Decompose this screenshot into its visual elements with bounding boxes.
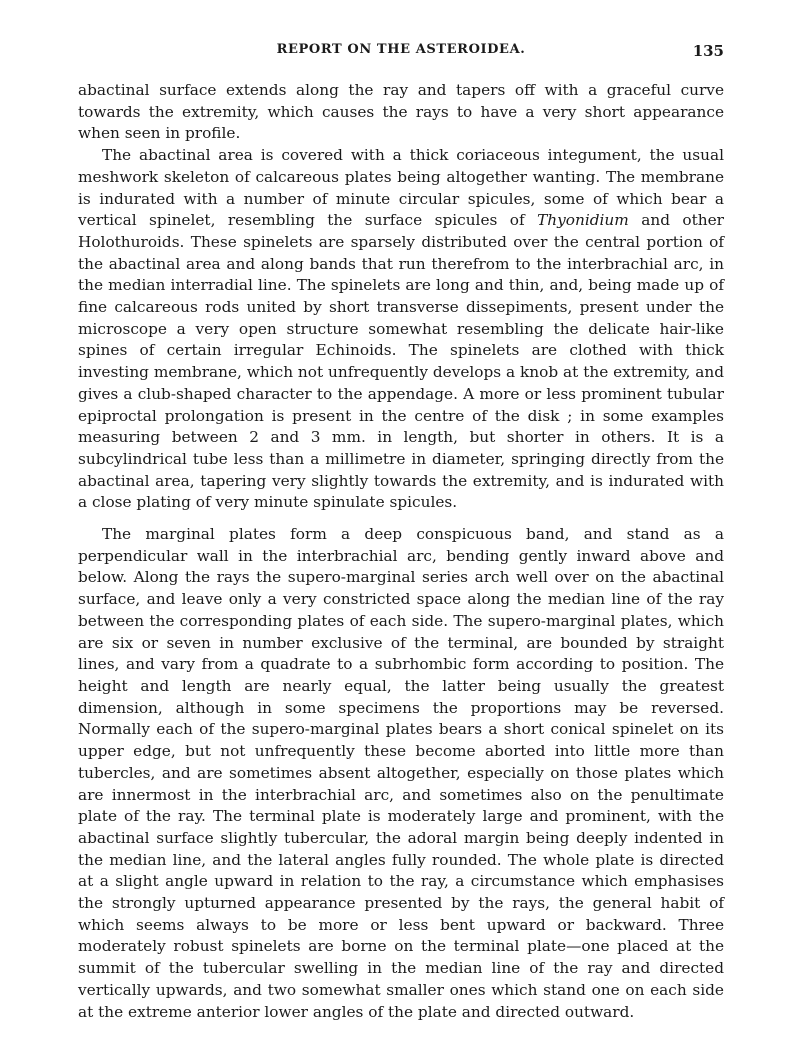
paragraph-abactinal-area: [78, 145, 724, 514]
page-number: 135: [692, 42, 724, 60]
paragraph-continued: abactinal surface extends along the ray and tapers off with a graceful curve towards the extremity, which causes the rays to have a very short appearance when seen in profile.: [78, 81, 724, 143]
paragraph-abactinal-area-part-2: and other Holothuroids. These spinelets are sparsely distributed over the central portion of the abactinal area and along bands that run therefrom to the interbrachial arc, in the median interradial line. The spinelets are long and thin, and, being made up of fine calcareous rods united by short transverse dissepiments, present under the microscope a very open structure somewhat resembling the delicate hair-like spines of certain irregular Echinoids. The spinelets are clothed with thick investing membrane, which not unfrequently develops a knob at the extremity, and gives a club-shaped character to the appendage. A more or less prominent tubular epiproctal prolongation is present in the centre of the disk ; in some examples measuring between 2 and 3 mm. in length, but shorter in others. It is a subcylindrical tube less than a millimetre in diameter, springing directly from the abactinal area, tapering very slightly towards the extremity, and is indurated with a close plating of very minute spinulate spicules.: [78, 211, 724, 512]
paragraph-abactinal-area-part-1: The abactinal area is covered with a thick coriaceous integument, the usual meshwork skeleton of calcareous plates being altogether wanting. The membrane is indurated with a number of minute circular spicules, some of which bear a vertical spinelet, resembling the surface spicules of: [78, 146, 724, 230]
paragraph-marginal-plates: The marginal plates form a deep conspicuous band, and stand as a perpendicular wall in the interbrachial arc, bending gently inward above and below. Along the rays the supero-marginal series arch well over on the abactinal surface, and leave only a very constricted space along the median line of the ray between the corresponding plates of each side. The supero-marginal plates, which are six or seven in number exclusive of the terminal, are bounded by straight lines, and vary from a quadrate to a subrhombic form according to position. The height and length are nearly equal, the latter being usually the greatest dimension, although in some specimens the proportions may be reversed. Normally each of the supero-marginal plates bears a short conical spinelet on its upper edge, but not unfrequently these become aborted into little more than tubercles, and are sometimes absent altogether, especially on those plates which are innermost in the interbrachial arc, and sometimes also on the penultimate plate of the ray. The terminal plate is moderately large and prominent, with the abactinal surface slightly tubercular, the adoral margin being deeply indented in the median line, and the lateral angles fully rounded. The whole plate is directed at a slight angle upward in relation to the ray, a circumstance which emphasises the strongly upturned appearance presented by the rays, the general habit of which seems always to be more or less bent upward or backward. Three moderately robust spinelets are borne on the terminal plate—one placed at the summit of the tubercular swelling in the median line of the ray and directed vertically upwards, and two somewhat smaller ones which stand one on each side at the extreme anterior lower angles of the plate and directed outward.: [78, 525, 724, 1021]
body-text: [78, 80, 724, 1023]
running-title: REPORT ON THE ASTEROIDEA.: [276, 42, 526, 57]
running-header: [78, 42, 724, 64]
taxon-name: Thyonidium: [537, 211, 629, 230]
